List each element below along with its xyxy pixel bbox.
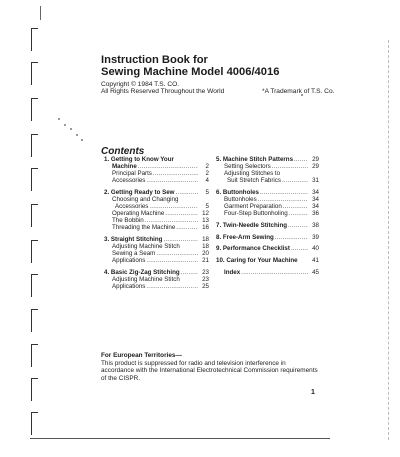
toc-entry-label: Threading the Machine: [112, 224, 176, 232]
toc-entry: [104, 243, 209, 250]
toc-page-number: 23: [202, 276, 209, 284]
toc-entry-label: Adjusting Machine Stitch: [112, 276, 180, 284]
toc-page-number: 41: [312, 257, 319, 264]
toc-leader-dots: [288, 222, 308, 229]
toc-leader-dots: [146, 177, 198, 184]
toc-entry: [104, 250, 209, 257]
binding-mark: [31, 98, 38, 121]
toc-entry: [104, 236, 209, 243]
toc-page-number: 5: [205, 188, 209, 196]
toc-leader-dots: [258, 196, 308, 203]
toc-entry: [216, 163, 319, 170]
toc-entry-label: Adjusting Stitches to: [224, 170, 281, 178]
copyright-line: Copyright © 1984 T.S. CO.: [101, 81, 180, 88]
toc-leader-dots: [145, 217, 198, 224]
toc-entry-label: Adjusting Machine Stitch: [112, 243, 180, 251]
toc-section: [104, 156, 209, 184]
toc-entry: [104, 156, 209, 163]
toc-entry-label: 4. Basic Zig-Zag Stitching: [104, 269, 180, 277]
toc-leader-dots: [146, 257, 198, 264]
binding-mark: [31, 204, 38, 227]
toc-entry-label: Index: [224, 268, 241, 276]
toc-section: [216, 156, 319, 184]
toc-leader-dots: [181, 269, 198, 276]
toc-leader-dots: [275, 234, 308, 241]
binding-mark: [31, 378, 38, 401]
toc-leader-dots: [289, 210, 308, 217]
toc-leader-dots: [149, 203, 198, 210]
page-number: 1: [311, 389, 315, 396]
toc-entry: [104, 196, 209, 203]
toc-section: [216, 269, 319, 276]
binding-mark: [31, 412, 38, 435]
toc-entry: [216, 257, 319, 264]
toc-leader-dots: [291, 245, 308, 252]
toc-leader-dots: [294, 156, 308, 163]
scan-speck: [70, 128, 72, 130]
toc-entry: [104, 163, 209, 170]
toc-entry: [216, 245, 319, 252]
toc-leader-dots: [241, 269, 308, 276]
binding-mark: [31, 344, 38, 367]
toc-entry-label: Principal Parts: [112, 170, 152, 178]
toc-page-number: 2: [205, 170, 209, 178]
toc-entry: [104, 210, 209, 217]
toc-entry-label: Operating Machine: [112, 210, 165, 218]
contents-column-right: [216, 156, 319, 280]
toc-entry: [216, 222, 319, 229]
scan-speck: [76, 134, 78, 136]
toc-leader-dots: [165, 210, 198, 217]
toc-section: [216, 245, 319, 252]
toc-section: [216, 222, 319, 229]
toc-entry: [104, 224, 209, 231]
toc-entry-label: Four-Step Buttonholing: [224, 210, 288, 218]
toc-entry: [216, 234, 319, 241]
toc-entry: [104, 257, 209, 264]
toc-page-number: 25: [202, 283, 209, 291]
toc-section: [104, 236, 209, 264]
toc-entry: [104, 189, 209, 196]
binding-mark: [31, 240, 38, 263]
page-edge-line: [388, 40, 389, 440]
toc-entry: [216, 189, 319, 196]
toc-leader-dots: [272, 163, 308, 170]
toc-entry: [104, 269, 209, 276]
binding-line: [40, 6, 41, 20]
toc-entry-label: Sewing a Seam: [112, 250, 156, 258]
toc-page-number: 29: [312, 163, 319, 171]
toc-entry-label: Accessories: [115, 203, 149, 211]
toc-page-number: 2: [205, 163, 209, 171]
toc-entry: [216, 203, 319, 210]
toc-entry-label: Buttonholes: [224, 196, 257, 204]
rights-line: All Rights Reserved Throughout the World: [101, 88, 225, 95]
scan-speck: [58, 118, 60, 120]
toc-entry: [104, 203, 209, 210]
toc-page-number: 20: [202, 250, 209, 258]
toc-page-number: 16: [202, 224, 209, 232]
toc-section: [104, 269, 209, 290]
toc-page-number: 12: [202, 210, 209, 218]
toc-leader-dots: [260, 189, 308, 196]
toc-page-number: 5: [205, 203, 209, 211]
contents-heading: Contents: [101, 146, 145, 157]
toc-entry-label: 7. Twin-Needle Stitching: [216, 221, 288, 229]
binding-mark: [31, 309, 38, 332]
trademark-note: *A Trademark of T.S. Co.: [262, 88, 335, 95]
binding-mark: [31, 274, 38, 297]
toc-entry-label: 8. Free-Arm Sewing: [216, 233, 274, 241]
toc-entry-label: Garment Preparation: [224, 203, 282, 211]
toc-leader-dots: [176, 224, 198, 231]
toc-page-number: 31: [312, 177, 319, 185]
toc-entry-label: 5. Machine Stitch Patterns: [216, 156, 294, 163]
toc-entry-label: Accessories: [112, 177, 146, 185]
page-title-line2: Sewing Machine Model 4006/4016: [101, 66, 280, 78]
toc-leader-dots: [146, 283, 198, 290]
scan-speck: [64, 124, 66, 126]
binding-mark: [31, 28, 38, 51]
toc-entry: [216, 156, 319, 163]
toc-leader-dots: [156, 250, 198, 257]
toc-entry: [104, 276, 209, 283]
toc-entry-label: 1. Getting to Know Your: [104, 156, 174, 163]
page-title-line1: Instruction Book for: [101, 54, 208, 66]
toc-page-number: 36: [312, 210, 319, 218]
toc-entry-label: 10. Caring for Your Machine: [216, 257, 298, 264]
toc-section: [216, 189, 319, 217]
bottom-rule: [30, 438, 330, 439]
toc-section: [216, 234, 319, 241]
toc-page-number: 39: [312, 233, 319, 241]
toc-page-number: 29: [312, 156, 319, 163]
toc-entry: [104, 217, 209, 224]
scan-speck: [81, 139, 83, 141]
toc-entry-label: Setting Selectors: [224, 163, 271, 171]
toc-entry-label: 9. Performance Checklist: [216, 245, 290, 253]
toc-page-number: 21: [202, 257, 209, 265]
toc-entry-label: Choosing and Changing: [112, 196, 179, 204]
toc-page-number: 18: [202, 243, 209, 251]
toc-entry: [216, 269, 319, 276]
footer-heading: For European Territories—: [101, 352, 182, 359]
toc-entry: [216, 196, 319, 203]
toc-entry: [104, 177, 209, 184]
toc-page-number: 23: [202, 269, 209, 277]
toc-leader-dots: [175, 189, 198, 196]
toc-leader-dots: [283, 203, 308, 210]
toc-entry-label: Applications: [112, 283, 146, 291]
toc-page-number: 34: [312, 188, 319, 196]
toc-leader-dots: [163, 236, 198, 243]
toc-entry-label: 6. Buttonholes: [216, 188, 259, 196]
toc-section: [104, 189, 209, 232]
binding-mark: [31, 168, 38, 191]
binding-mark: [31, 62, 38, 85]
toc-page-number: 34: [312, 196, 319, 204]
toc-entry: [216, 177, 319, 184]
toc-leader-dots: [138, 163, 198, 170]
binding-mark: [31, 134, 38, 157]
toc-page-number: 4: [205, 177, 209, 185]
footer-notice: [101, 352, 319, 382]
toc-page-number: 38: [312, 221, 319, 229]
toc-page-number: 45: [312, 268, 319, 276]
toc-entry-label: Applications: [112, 257, 146, 265]
toc-entry-label: Machine: [112, 163, 137, 171]
toc-section: [216, 257, 319, 264]
footer-text: This product is suppressed for radio and television interference in accordance with the International Electrotechnical Commission requirements of the CISPR.: [101, 359, 318, 382]
toc-entry-label: The Bobbin: [112, 217, 144, 225]
contents-column-left: [104, 156, 209, 295]
toc-page-number: 40: [312, 245, 319, 253]
toc-entry: [104, 283, 209, 290]
toc-entry: [216, 170, 319, 177]
toc-entry: [216, 210, 319, 217]
toc-leader-dots: [153, 170, 198, 177]
toc-entry-label: 2. Getting Ready to Sew: [104, 188, 175, 196]
toc-page-number: 34: [312, 203, 319, 211]
binding-edge: [0, 0, 40, 457]
toc-entry: [104, 170, 209, 177]
toc-entry-label: 3. Straight Stitching: [104, 236, 163, 244]
toc-page-number: 13: [202, 217, 209, 225]
toc-entry-label: Suit Stretch Fabrics: [227, 177, 281, 185]
toc-page-number: 18: [202, 236, 209, 244]
toc-leader-dots: [282, 177, 308, 184]
